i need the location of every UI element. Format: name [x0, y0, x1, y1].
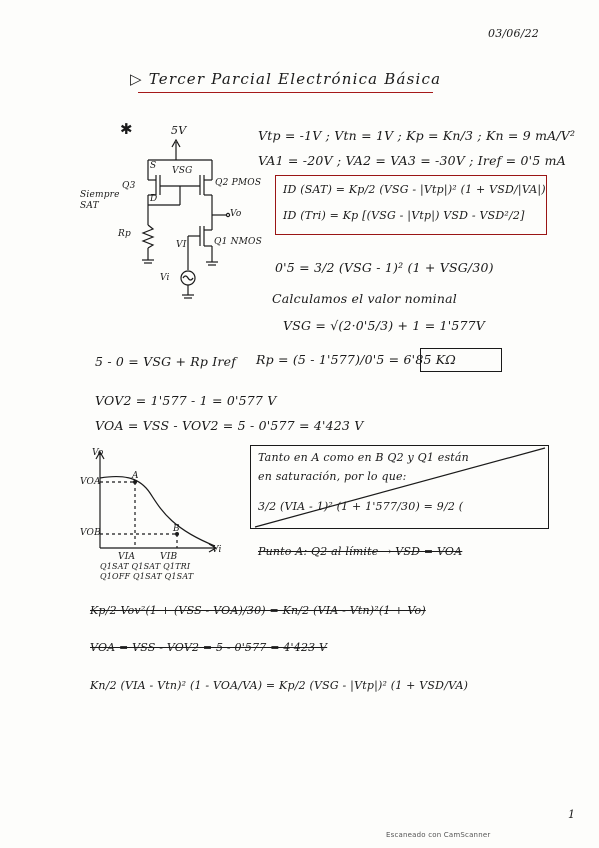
page-title	[130, 70, 441, 88]
siempre-sat-label: Siempre SAT	[80, 190, 120, 211]
rp-label: Rp	[118, 229, 131, 239]
vo-label: Vo	[230, 209, 242, 219]
node-d-label: D	[150, 194, 158, 204]
title-underline	[138, 92, 433, 93]
equation-3: 5 - 0 = VSG + Rp Iref	[95, 354, 237, 369]
date: 03/06/22	[488, 27, 540, 40]
graph-point-b: B	[173, 524, 180, 534]
graph-regions-row-1: Q1SAT Q1SAT Q1TRI	[100, 562, 191, 571]
graph-voa-label: VOA	[80, 477, 101, 487]
equation-4: Rp = (5 - 1'577)/0'5 = 6'85 KΩ	[256, 352, 456, 367]
id-tri-equation: ID (Tri) = Kp [(VSG - |Vtp|) VSD - VSD²/2]	[283, 209, 525, 222]
note-cross-out-stroke	[250, 442, 550, 532]
graph-point-a: A	[132, 471, 139, 481]
graph-via-label: VIA	[118, 552, 136, 562]
graph-x-axis-label: Vi	[212, 545, 222, 555]
params-line-2: VA1 = -20V ; VA2 = VA3 = -30V ; Iref = 0'5 mA	[258, 153, 566, 168]
graph-regions-row-2: Q1OFF Q1SAT Q1SAT	[100, 572, 194, 581]
title-arrow-icon: ▷	[130, 70, 149, 88]
title-text: Tercer Parcial Electrónica Básica	[148, 70, 442, 88]
equation-2: VSG = √(2·0'5/3) + 1 = 1'577V	[283, 318, 486, 333]
equation-1: 0'5 = 3/2 (VSG - 1)² (1 + VSG/30)	[275, 260, 494, 275]
params-line-1: Vtp = -1V ; Vtn = 1V ; Kp = Kn/3 ; Kn = 9 mA/V²	[258, 128, 576, 143]
graph-y-axis-label: Vo	[92, 448, 104, 458]
node-s-label: S	[150, 161, 157, 171]
rp-result-box	[420, 348, 502, 372]
scanner-footer: Escaneado con CamScanner	[386, 831, 491, 839]
vi-node-label: VI	[176, 240, 187, 250]
equation-6: VOA = VSS - VOV2 = 5 - 0'577 = 4'423 V	[95, 418, 364, 433]
supply-label: 5V	[171, 124, 187, 137]
note-line-3: 3/2 (VIA - 1)² (1 + 1'577/30) = 9/2 (	[258, 500, 464, 513]
graph-vob-label: VOB	[80, 528, 101, 538]
calc-note: Calculamos el valor nominal	[272, 291, 457, 306]
q2-label: Q2 PMOS	[215, 178, 262, 188]
equation-5: VOV2 = 1'577 - 1 = 0'577 V	[95, 393, 277, 408]
struck-line-2: Kp/2 Vov²(1 + (VSS - VOA)/30) = Kn/2 (VIA - Vtn)²(1 + Vo)	[90, 604, 426, 617]
note-line-2: en saturación, por lo que:	[258, 470, 407, 483]
struck-line-1: Punto A: Q2 al límite → VSD = VOA	[258, 545, 463, 558]
vsg-label: VSG	[172, 166, 193, 176]
q1-label: Q1 NMOS	[214, 237, 262, 247]
note-line-1: Tanto en A como en B Q2 y Q1 están	[258, 451, 469, 464]
page-number: 1	[568, 808, 576, 821]
graph-vib-label: VIB	[160, 552, 178, 562]
last-equation: Kn/2 (VIA - Vtn)² (1 - VOA/VA) = Kp/2 (VSG - |Vtp|)² (1 + VSD/VA)	[90, 679, 469, 692]
id-sat-equation: ID (SAT) = Kp/2 (VSG - |Vtp|)² (1 + VSD/|VA|)	[283, 183, 546, 196]
q3-label: Q3	[122, 181, 136, 191]
transfer-curve-graph	[80, 448, 230, 558]
circuit-diagram	[90, 120, 290, 310]
vi-source-label: Vi	[160, 273, 170, 283]
star-icon: ✱	[120, 120, 133, 138]
struck-line-3: VOA = VSS - VOV2 = 5 - 0'577 = 4'423 V	[90, 641, 328, 654]
